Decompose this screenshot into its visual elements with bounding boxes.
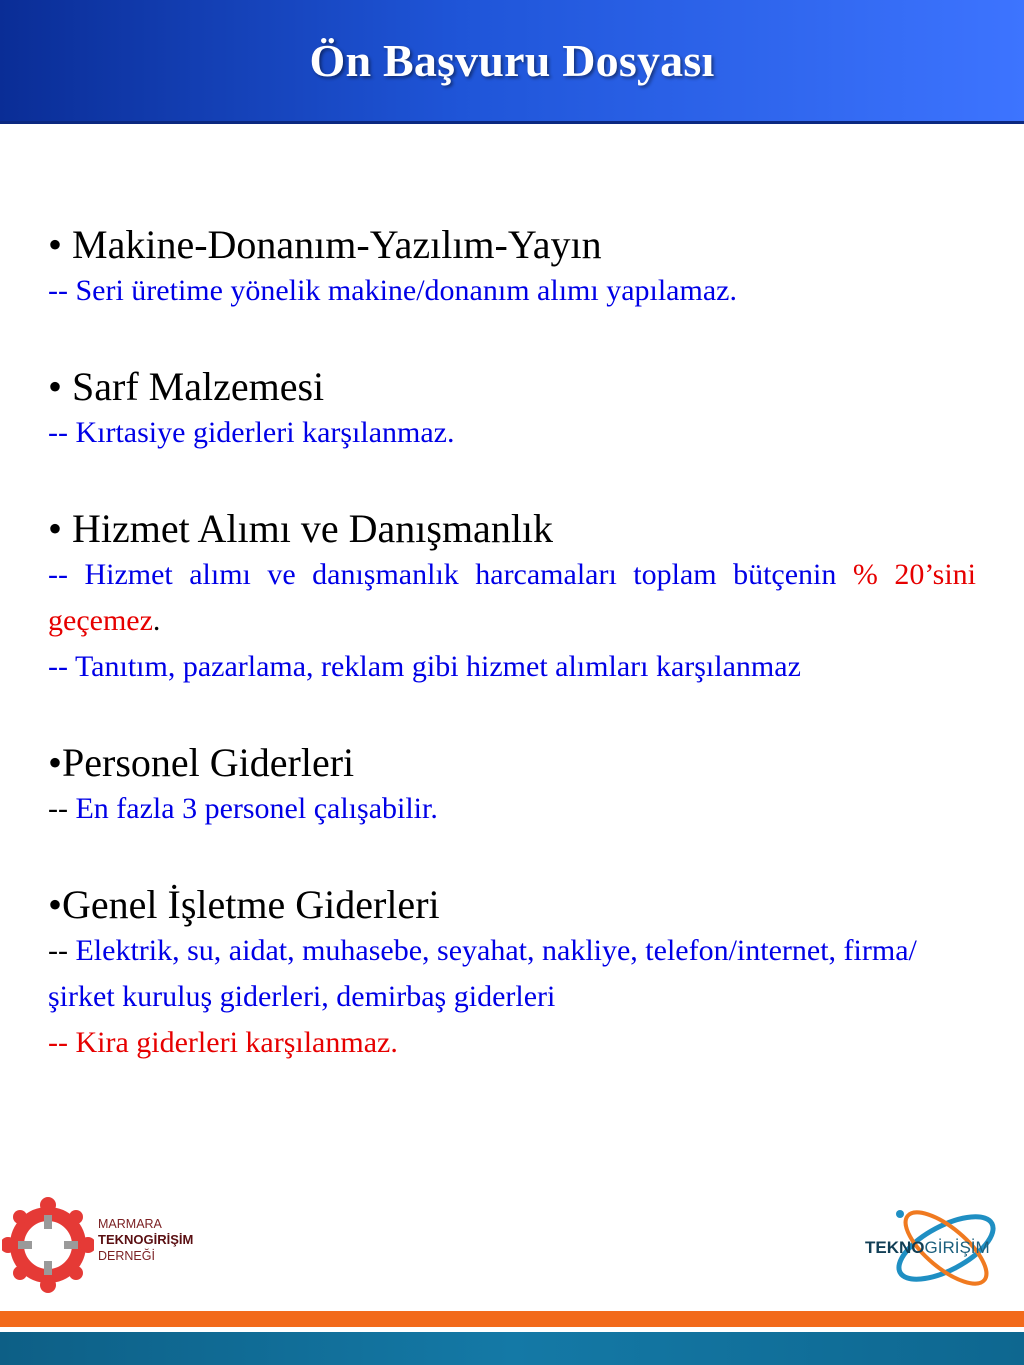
logo-text bbox=[98, 1216, 193, 1264]
item-note: -- Tanıtım, pazarlama, reklam gibi hizmet alımları karşılanmaz bbox=[48, 650, 801, 683]
item-heading: • Sarf Malzemesi bbox=[48, 364, 325, 409]
teknogirisim-logo bbox=[862, 1196, 1022, 1304]
logo-rest: GİRİŞİM bbox=[924, 1238, 990, 1257]
item-supplies bbox=[48, 364, 976, 456]
item-note: -- Kırtasiye giderleri karşılanmaz. bbox=[48, 416, 455, 449]
gear-icon bbox=[2, 1196, 94, 1294]
logo-bold: TEKNO bbox=[865, 1238, 925, 1257]
footer-orange-bar bbox=[0, 1311, 1024, 1327]
marmara-teknogirisim-logo bbox=[2, 1196, 232, 1294]
item-note bbox=[48, 928, 976, 1020]
item-heading: • Hizmet Alımı ve Danışmanlık bbox=[48, 506, 554, 551]
note-text: Elektrik, su, aidat, muhasebe, seyahat, nakliye, telefon/internet, firma/şirket kuruluş giderleri, demirbaş giderleri bbox=[48, 934, 917, 1013]
logo-line: MARMARA bbox=[98, 1217, 162, 1231]
item-heading: •Genel İşletme Giderleri bbox=[48, 882, 440, 927]
footer-teal-bar bbox=[0, 1332, 1024, 1365]
item-services bbox=[48, 506, 976, 690]
item-machine bbox=[48, 222, 976, 314]
note-period: . bbox=[152, 604, 161, 637]
logo-line: TEKNOGİRİŞİM bbox=[98, 1232, 194, 1247]
slide-title: Ön Başvuru Dosyası bbox=[309, 35, 715, 86]
item-note bbox=[48, 552, 976, 644]
note-text: -- Hizmet alımı ve danışmanlık harcamaları toplam bütçenin bbox=[48, 558, 853, 591]
item-heading: • Makine-Donanım-Yazılım-Yayın bbox=[48, 222, 602, 267]
item-general-expenses bbox=[48, 882, 976, 1066]
item-personnel bbox=[48, 740, 976, 832]
note-dash: -- bbox=[48, 792, 76, 825]
item-note bbox=[48, 786, 976, 832]
item-note-red: -- Kira giderleri karşılanmaz. bbox=[48, 1026, 398, 1059]
logo-text bbox=[865, 1238, 990, 1258]
note-highlight: % 20’sini geçemez bbox=[48, 558, 976, 637]
note-text: En fazla 3 personel çalışabilir. bbox=[75, 792, 438, 825]
note-dash: -- bbox=[48, 934, 76, 967]
item-heading: •Personel Giderleri bbox=[48, 740, 355, 785]
logo-line: DERNEĞİ bbox=[98, 1249, 155, 1263]
title-banner bbox=[0, 0, 1024, 124]
slide-body bbox=[48, 222, 976, 1066]
item-note: -- Seri üretime yönelik makine/donanım alımı yapılamaz. bbox=[48, 274, 737, 307]
